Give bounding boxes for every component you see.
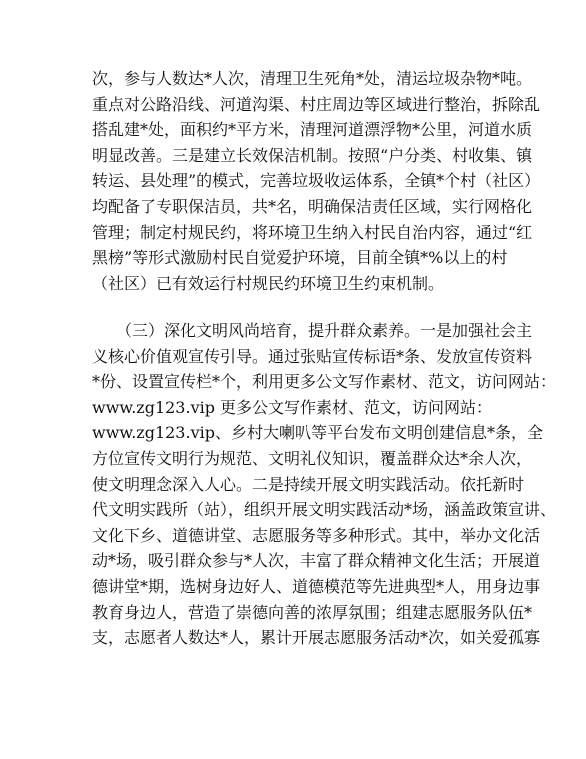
text-line: 代文明实践所（站），组织开展文明实践活动*场，涵盖政策宣讲、 <box>92 500 557 520</box>
text-line: 明显改善。三是建立长效保洁机制。按照“户分类、村收集、镇 <box>92 145 533 165</box>
text-line: 文化下乡、道德讲堂、志愿服务等多种形式。其中，举办文化活 <box>92 525 541 545</box>
text-line: 均配备了专职保洁员，共*名，明确保洁责任区域，实行网格化 <box>92 196 533 216</box>
text-line: 黑榜”等形式激励村民自觉爱护环境，目前全镇*%以上的村 <box>92 248 508 268</box>
text-line: 重点对公路沿线、河道沟渠、村庄周边等区域进行整治，拆除乱 <box>92 94 541 114</box>
paragraph-2 <box>92 318 557 651</box>
text-line: 方位宣传文明行为规范、文明礼仪知识，覆盖群众达*余人次， <box>92 448 533 468</box>
text-line: 德讲堂*期，选树身边好人、道德模范等先进典型*人，用身边事 <box>92 576 541 596</box>
text-line: www.zg123.vip 更多公文写作素材、范文，访问网站： <box>92 397 493 417</box>
paragraph-1 <box>92 66 541 296</box>
text-line: 教育身边人，营造了崇德向善的浓厚氛围；组建志愿服务队伍* <box>92 602 533 622</box>
text-line: 次，参与人数达*人次，清理卫生死角*处，清运垃圾杂物*吨。 <box>92 69 533 88</box>
text-line: 义核心价值观宣传引导。通过张贴宣传标语*条、发放宣传资料 <box>92 346 533 366</box>
text-line: www.zg123.vip、乡村大喇叭等平台发布文明创建信息*条，全 <box>92 423 543 443</box>
text-line: 转运、县处理”的模式，完善垃圾收运体系，全镇*个村（社区） <box>92 171 541 191</box>
text-line: （社区）已有效运行村规民约环境卫生约束机制。 <box>92 273 445 293</box>
text-line: 支，志愿者人数达*人，累计开展志愿服务活动*次，如关爱孤寡 <box>92 628 541 648</box>
text-line: 使文明理念深入人心。二是持续开展文明实践活动。依托新时 <box>92 474 525 494</box>
text-line: （三）深化文明风尚培育，提升群众素养。一是加强社会主 <box>92 321 533 340</box>
text-line: 动*场，吸引群众参与*人次，丰富了群众精神文化生活；开展道 <box>92 551 541 571</box>
text-line: *份、设置宣传栏*个，利用更多公文写作素材、范文，访问网站： <box>92 372 557 392</box>
text-line: 搭乱建*处，面积约*平方米，清理河道漂浮物*公里，河道水质 <box>92 120 533 140</box>
text-line: 管理；制定村规民约，将环境卫生纳入村民自治内容，通过“红 <box>92 222 533 242</box>
